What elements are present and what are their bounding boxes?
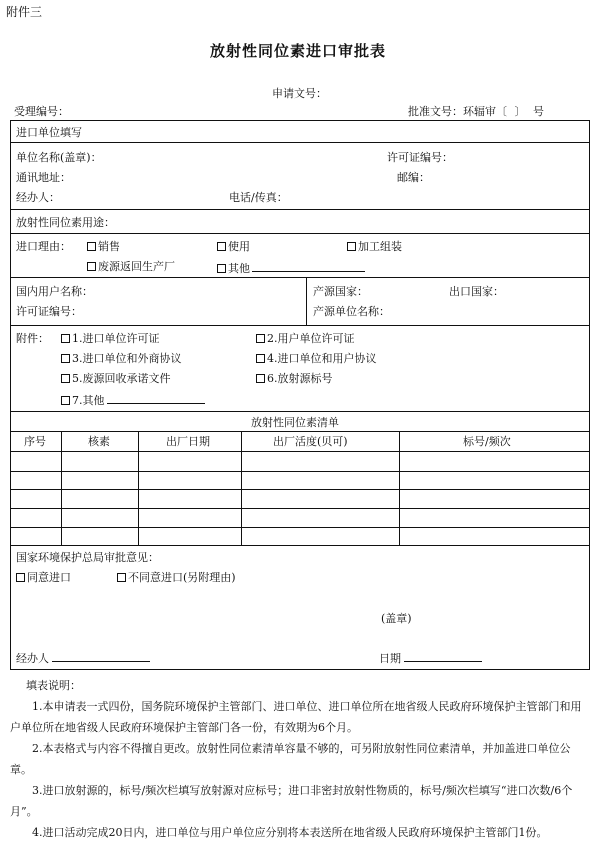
checkbox[interactable] [117, 573, 126, 582]
checkbox[interactable] [87, 262, 96, 271]
attachment-5[interactable]: 5.废源回收承诺文件 [61, 373, 171, 384]
reason-other[interactable]: 其他 [217, 261, 365, 274]
col-header-index: 序号 [24, 435, 46, 448]
agree-option[interactable]: 同意进口 [16, 572, 71, 583]
col-header-date: 出厂日期 [166, 435, 210, 448]
disagree-option[interactable]: 不同意进口(另附理由) [117, 572, 236, 583]
reason-sale[interactable]: 销售 [87, 241, 120, 252]
inventory-title: 放射性同位素清单 [251, 416, 339, 429]
attachment-label: 附件三 [6, 5, 43, 19]
col-header-activity: 出厂活度(贝可) [273, 435, 348, 448]
attachment-3[interactable]: 3.进口单位和外商协议 [61, 353, 182, 364]
checkbox[interactable] [217, 242, 226, 251]
attachments-label: 附件： [16, 332, 49, 345]
other-line [252, 261, 365, 272]
reason-return[interactable]: 废源返回生产厂 [87, 261, 175, 272]
approval-form [10, 120, 590, 670]
seal-label: (盖章) [381, 612, 412, 625]
sepa-opinion-label: 国家环境保护总局审批意见： [16, 551, 159, 564]
date-sign: 日期 [379, 651, 482, 664]
note-3: 3.进口放射源的，标号/频次栏填写放射源对应标号；进口非密封放射性物质的，标号/频次栏填写“进口次数/6个月”。 [10, 784, 573, 818]
checkbox[interactable] [61, 354, 70, 363]
notes-title: 填表说明： [26, 679, 81, 692]
domestic-user-label: 国内用户名称： [16, 285, 93, 298]
checkbox[interactable] [256, 334, 265, 343]
importer-section-label: 进口单位填写 [16, 126, 82, 139]
checkbox[interactable] [61, 374, 70, 383]
reason-use[interactable]: 使用 [217, 241, 250, 252]
note-1: 1.本申请表一式四份，国务院环境保护主管部门、进口单位、进口单位所在地省级人民政府环境保护主管部门和用户单位所在地省级人民政府环境保护主管部门各一份，有效期为6个月。 [10, 700, 582, 734]
domestic-license-label: 许可证编号： [16, 305, 82, 318]
notes-section [10, 675, 590, 843]
approval-number: 批准文号：环辐审〔 〕 号 [408, 105, 544, 118]
isotope-use-label: 放射性同位素用途： [16, 216, 115, 229]
attachment-6[interactable]: 6.放射源标号 [256, 373, 333, 384]
col-header-label: 标号/频次 [463, 435, 511, 448]
attachment-2[interactable]: 2.用户单位许可证 [256, 333, 355, 344]
checkbox[interactable] [16, 573, 25, 582]
note-4: 4.进口活动完成20日内，进口单位与用户单位应分别将本表送所在地省级人民政府环境保护主管部门1份。 [32, 826, 548, 839]
phone-fax-label: 电话/传真： [229, 191, 288, 204]
address-label: 通讯地址： [16, 171, 71, 184]
export-country-label: 出口国家： [449, 285, 504, 298]
attachment-1[interactable]: 1.进口单位许可证 [61, 333, 160, 344]
attachment-4[interactable]: 4.进口单位和用户协议 [256, 353, 377, 364]
application-number: 申请文号： [272, 87, 327, 100]
handler-label: 经办人： [16, 191, 60, 204]
attachment-7[interactable]: 7.其他 [61, 393, 205, 406]
unit-name-label: 单位名称(盖章)： [16, 151, 102, 164]
license-number-label: 许可证编号： [387, 151, 453, 164]
checkbox[interactable] [256, 354, 265, 363]
postcode-label: 邮编： [397, 171, 430, 184]
checkbox[interactable] [87, 242, 96, 251]
producer-name-label: 产源单位名称： [313, 305, 390, 318]
handler-sign: 经办人 [16, 651, 150, 664]
reason-assembly[interactable]: 加工组装 [347, 241, 402, 252]
origin-country-label: 产源国家： [313, 285, 368, 298]
col-header-nuclide: 核素 [88, 435, 110, 448]
other-line [107, 393, 205, 404]
checkbox[interactable] [61, 334, 70, 343]
checkbox[interactable] [256, 374, 265, 383]
import-reason-label: 进口理由： [16, 240, 71, 253]
checkbox[interactable] [217, 264, 226, 273]
checkbox[interactable] [347, 242, 356, 251]
acceptance-number: 受理编号： [14, 105, 69, 118]
page-title: 放射性同位素进口审批表 [210, 42, 387, 60]
checkbox[interactable] [61, 396, 70, 405]
note-2: 2.本表格式与内容不得擅自更改。放射性同位素清单容量不够的，可另附放射性同位素清单，并加盖进口单位公章。 [10, 742, 571, 776]
